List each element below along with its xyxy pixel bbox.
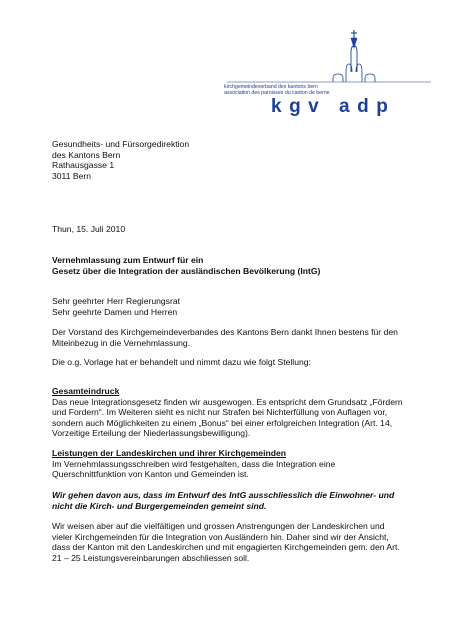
paragraph-line: Querschnittfunktion von Kanton und Gemeinden ist. xyxy=(52,469,249,480)
paragraph-line: Das neue Integrationsgesetz finden wir ausgewogen. Es entspricht dem Grundsatz „Fördern xyxy=(52,396,403,407)
subject-line: Vernehmlassung zum Entwurf für ein xyxy=(52,255,204,265)
section-heading: Gesamteindruck xyxy=(52,386,120,396)
org-name-french: association des paroisses du canton de berne xyxy=(224,90,330,96)
section-heading: Leistungen der Landeskirchen und ihrer Kirchgemeinden xyxy=(52,448,286,458)
salutation-line: Sehr geehrter Herr Regierungsrat xyxy=(52,296,181,306)
emphasis-paragraph xyxy=(52,490,407,511)
salutation-line: Sehr geehrte Damen und Herren xyxy=(52,306,178,317)
paragraph-line: sondern auch Möglichkeiten zu einem „Bonus“ bei einer erfolgreichen Integration (Art. 14, xyxy=(52,417,393,428)
closing-paragraph xyxy=(52,521,407,563)
letter-subject xyxy=(52,255,407,276)
paragraph-line: Vorzeitige Erteilung der Niederlassungsbewilligung). xyxy=(52,428,251,439)
salutation xyxy=(52,296,407,317)
subject-line: Gesetz über die Integration der ausländischen Bevölkerung (IntG) xyxy=(52,265,321,276)
vorlage-paragraph xyxy=(52,357,407,368)
paragraph-line: Wir weisen aber auf die vielfältigen und grossen Anstrengungen der Landeskirchen und xyxy=(52,521,385,531)
intro-paragraph xyxy=(52,327,407,348)
recipient-line: Gesundheits- und Fürsorgedirektion xyxy=(52,139,190,149)
paragraph-line: Der Vorstand des Kirchgemeindeverbandes des Kantons Bern dankt Ihnen bestens für den xyxy=(52,327,398,337)
recipient-line: Rathausgasse 1 xyxy=(52,160,115,171)
date-text: Thun, 15. Juli 2010 xyxy=(52,224,126,234)
brand-wordmark: kgv adp xyxy=(271,96,396,117)
paragraph-line: Miteinbezug in die Vernehmlassung. xyxy=(52,337,191,348)
letter-date xyxy=(52,224,407,235)
paragraph-line: Im Vernehmlassungsschreiben wird festgehalten, dass die Integration eine xyxy=(52,458,336,469)
paragraph-line: Die o.g. Vorlage hat er behandelt und nimmt dazu wie folgt Stellung: xyxy=(52,357,311,367)
paragraph-line: 21 – 25 Leistungsvereinbarungen abschliessen soll. xyxy=(52,552,250,563)
section-leistungen xyxy=(52,448,407,480)
paragraph-line: nicht die Kirch- und Burgergemeinden gemeint sind. xyxy=(52,500,267,511)
paragraph-line: und Fordern“. Im Weiteren sieht es nicht nur Strafen bei Nichterfüllung von Auflagen vor, xyxy=(52,407,388,418)
paragraph-line: vieler Kirchgemeinden für die Integration von Ausländern hin. Daher sind wir der Ansicht, xyxy=(52,531,389,542)
recipient-address xyxy=(52,139,407,181)
paragraph-line: dass der Kanton mit den Landeskirchen und mit engagierten Kirchgemeinden gem. den Art. xyxy=(52,542,400,553)
recipient-line: 3011 Bern xyxy=(52,170,92,181)
recipient-line: des Kantons Bern xyxy=(52,149,121,160)
org-name-german: kirchgemeindeverband des kantons bern xyxy=(224,84,318,90)
section-gesamteindruck xyxy=(52,386,407,439)
paragraph-line: Wir gehen davon aus, dass im Entwurf des IntG ausschliesslich die Einwohner- und xyxy=(52,490,395,500)
